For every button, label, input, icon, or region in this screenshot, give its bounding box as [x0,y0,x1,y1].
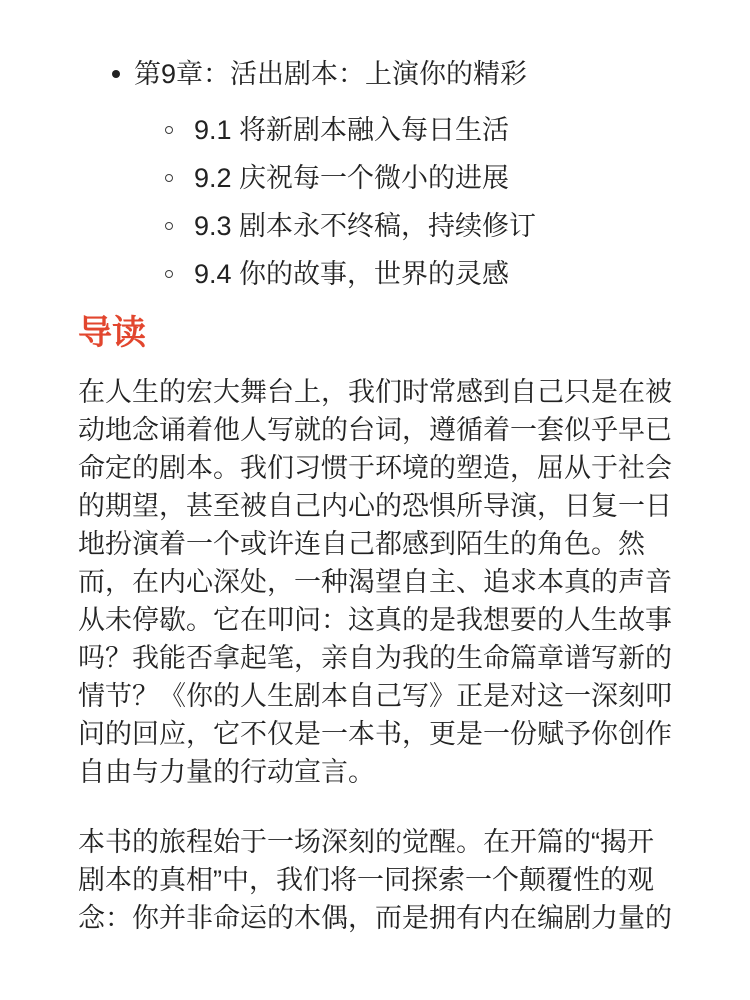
intro-paragraph-1: 在人生的宏大舞台上，我们时常感到自己只是在被动地念诵着他人写就的台词，遵循着一套似乎早已命定的剧本。我们习惯于环境的塑造，屈从于社会的期望，甚至被自己内心的恐惧所导演，日复一日地扮演着一个或许连自己都感到陌生的角色。然而，在内心深处，一种渴望自主、追求本真的声音从未停歇。它在叩问：这真的是我想要的人生故事吗？我能否拿起笔，亲自为我的生命篇章谱写新的情节？《你的人生剧本自己写》正是对这一深刻叩问的回应，它不仅是一本书，更是一份赋予你创作自由与力量的行动宣言。 [78,377,672,787]
toc-section-item [78,159,674,197]
toc-section-label: 9.4 你的故事，世界的灵感 [194,259,510,289]
bullet-circle-icon [165,270,173,278]
toc-chapter-label: 第9章：活出剧本：上演你的精彩 [134,59,528,89]
toc-section-label: 9.2 庆祝每一个微小的进展 [194,163,510,193]
bullet-dot-icon [112,70,120,78]
toc-chapter-item [78,55,674,93]
toc-section-item [78,111,674,149]
bullet-circle-icon [165,126,173,134]
toc-section-item [78,255,674,293]
table-of-contents [78,55,674,293]
toc-section-label: 9.3 剧本永不终稿，持续修订 [194,211,537,241]
section-heading: 导读 [78,314,146,352]
bullet-circle-icon [165,174,173,182]
intro-paragraph-2: 本书的旅程始于一场深刻的觉醒。在开篇的“揭开剧本的真相”中，我们将一同探索一个颠覆性的观念：你并非命运的木偶，而是拥有内在编剧力量的 [78,827,672,933]
toc-section-label: 9.1 将新剧本融入每日生活 [194,115,510,145]
bullet-circle-icon [165,222,173,230]
toc-section-item [78,207,674,245]
